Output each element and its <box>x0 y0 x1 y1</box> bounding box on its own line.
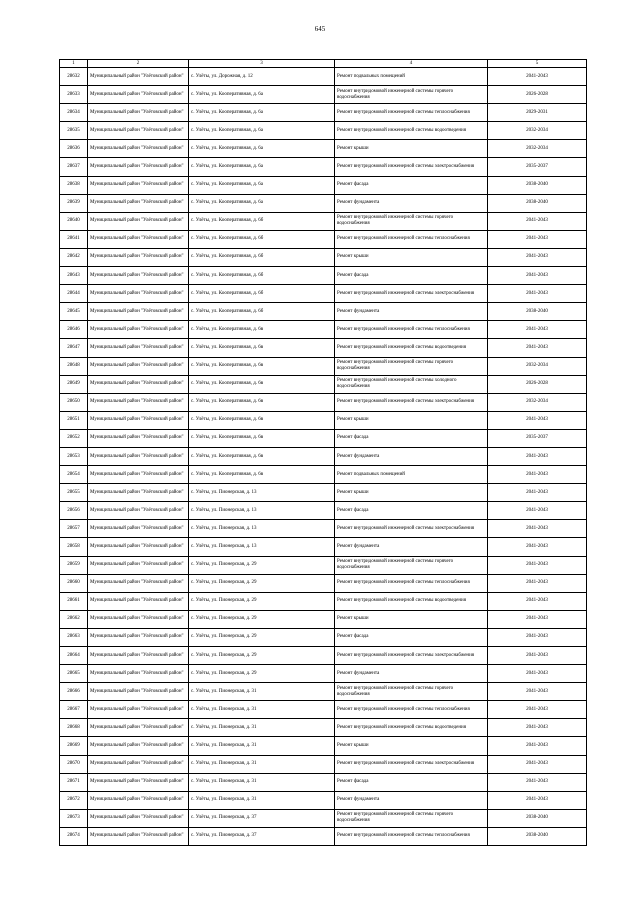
table-row <box>60 375 587 393</box>
row-number-cell: 28641 <box>60 230 88 248</box>
table-row <box>60 773 587 791</box>
work-type-cell: Ремонт внутридомовой инженерной системы горячего водоснабжения <box>335 556 488 574</box>
address-cell: с. Улёты, ул. Кооперативная, д. 6а <box>189 158 335 176</box>
row-number-cell: 28660 <box>60 574 88 592</box>
address-cell: с. Улёты, ул. Пионерская, д. 31 <box>189 755 335 773</box>
table-row <box>60 267 587 285</box>
period-cell: 2041-2043 <box>488 339 587 357</box>
row-number-cell: 28649 <box>60 375 88 393</box>
district-cell: Муниципальный район "Улётовский район" <box>88 393 189 411</box>
row-number-cell: 28636 <box>60 140 88 158</box>
district-cell: Муниципальный район "Улётовский район" <box>88 683 189 701</box>
district-cell: Муниципальный район "Улётовский район" <box>88 809 189 827</box>
period-cell: 2041-2043 <box>488 665 587 683</box>
address-cell: с. Улёты, ул. Кооперативная, д. 6а <box>189 122 335 140</box>
work-type-cell: Ремонт внутридомовой инженерной системы водоотведения <box>335 339 488 357</box>
address-cell: с. Улёты, ул. Кооперативная, д. 6а <box>189 86 335 104</box>
work-type-cell: Ремонт внутридомовой инженерной системы горячего водоснабжения <box>335 809 488 827</box>
address-cell: с. Улёты, ул. Кооперативная, д. 6в <box>189 321 335 339</box>
row-number-cell: 28661 <box>60 592 88 610</box>
row-number-cell: 28663 <box>60 628 88 646</box>
district-cell: Муниципальный район "Улётовский район" <box>88 375 189 393</box>
work-type-cell: Ремонт фасада <box>335 176 488 194</box>
address-cell: с. Улёты, ул. Пионерская, д. 13 <box>189 538 335 556</box>
row-number-cell: 28671 <box>60 773 88 791</box>
table-row <box>60 248 587 266</box>
district-cell: Муниципальный район "Улётовский район" <box>88 484 189 502</box>
address-cell: с. Улёты, ул. Пионерская, д. 13 <box>189 502 335 520</box>
work-type-cell: Ремонт внутридомовой инженерной системы горячего водоснабжения <box>335 683 488 701</box>
work-type-cell: Ремонт внутридомовой инженерной системы горячего водоснабжения <box>335 357 488 375</box>
table-row <box>60 520 587 538</box>
address-cell: с. Улёты, ул. Кооперативная, д. 6в <box>189 357 335 375</box>
row-number-cell: 28664 <box>60 647 88 665</box>
address-cell: с. Улёты, ул. Кооперативная, д. 6в <box>189 447 335 465</box>
work-type-cell: Ремонт подвальных помещений <box>335 466 488 484</box>
work-type-cell: Ремонт фундамента <box>335 538 488 556</box>
row-number-cell: 28638 <box>60 176 88 194</box>
period-cell: 2041-2043 <box>488 719 587 737</box>
period-cell: 2041-2043 <box>488 610 587 628</box>
work-type-cell: Ремонт внутридомовой инженерной системы водоотведения <box>335 719 488 737</box>
address-cell: с. Улёты, ул. Пионерская, д. 37 <box>189 809 335 827</box>
table-row <box>60 212 587 230</box>
table-row <box>60 194 587 212</box>
row-number-cell: 28650 <box>60 393 88 411</box>
work-type-cell: Ремонт внутридомовой инженерной системы теплоснабжения <box>335 104 488 122</box>
period-cell: 2041-2043 <box>488 321 587 339</box>
address-cell: с. Улёты, ул. Пионерская, д. 31 <box>189 737 335 755</box>
address-cell: с. Улёты, ул. Пионерская, д. 31 <box>189 791 335 809</box>
table-row <box>60 176 587 194</box>
address-cell: с. Улёты, ул. Пионерская, д. 31 <box>189 773 335 791</box>
work-type-cell: Ремонт внутридомовой инженерной системы теплоснабжения <box>335 230 488 248</box>
row-number-cell: 28665 <box>60 665 88 683</box>
row-number-cell: 28654 <box>60 466 88 484</box>
district-cell: Муниципальный район "Улётовский район" <box>88 502 189 520</box>
row-number-cell: 28652 <box>60 429 88 447</box>
row-number-cell: 28674 <box>60 827 88 845</box>
period-cell: 2041-2043 <box>488 520 587 538</box>
row-number-cell: 28653 <box>60 447 88 465</box>
work-type-cell: Ремонт внутридомовой инженерной системы водоотведения <box>335 122 488 140</box>
address-cell: с. Улёты, ул. Кооперативная, д. 6а <box>189 104 335 122</box>
work-type-cell: Ремонт фундамента <box>335 791 488 809</box>
row-number-cell: 28657 <box>60 520 88 538</box>
table-row <box>60 683 587 701</box>
period-cell: 2041-2043 <box>488 411 587 429</box>
work-type-cell: Ремонт внутридомовой инженерной системы электроснабжения <box>335 393 488 411</box>
row-number-cell: 28659 <box>60 556 88 574</box>
table-row <box>60 556 587 574</box>
work-type-cell: Ремонт крыши <box>335 610 488 628</box>
row-number-cell: 28635 <box>60 122 88 140</box>
table-row <box>60 429 587 447</box>
page-number: 645 <box>314 25 326 33</box>
work-type-cell: Ремонт фундамента <box>335 303 488 321</box>
work-type-cell: Ремонт крыши <box>335 737 488 755</box>
period-cell: 2041-2043 <box>488 267 587 285</box>
address-cell: с. Улёты, ул. Пионерская, д. 31 <box>189 683 335 701</box>
district-cell: Муниципальный район "Улётовский район" <box>88 701 189 719</box>
table-row <box>60 755 587 773</box>
period-cell: 2038-2040 <box>488 827 587 845</box>
period-cell: 2041-2043 <box>488 737 587 755</box>
district-cell: Муниципальный район "Улётовский район" <box>88 791 189 809</box>
period-cell: 2032-2034 <box>488 393 587 411</box>
district-cell: Муниципальный район "Улётовский район" <box>88 303 189 321</box>
row-number-cell: 28647 <box>60 339 88 357</box>
work-type-cell: Ремонт внутридомовой инженерной системы водоотведения <box>335 592 488 610</box>
table-row <box>60 610 587 628</box>
address-cell: с. Улёты, ул. Пионерская, д. 29 <box>189 647 335 665</box>
period-cell: 2041-2043 <box>488 538 587 556</box>
period-cell: 2041-2043 <box>488 628 587 646</box>
district-cell: Муниципальный район "Улётовский район" <box>88 520 189 538</box>
period-cell: 2041-2043 <box>488 502 587 520</box>
period-cell: 2041-2043 <box>488 212 587 230</box>
district-cell: Муниципальный район "Улётовский район" <box>88 665 189 683</box>
district-cell: Муниципальный район "Улётовский район" <box>88 719 189 737</box>
header-row <box>60 60 587 68</box>
table-row <box>60 393 587 411</box>
period-cell: 2041-2043 <box>488 701 587 719</box>
work-type-cell: Ремонт внутридомовой инженерной системы электроснабжения <box>335 647 488 665</box>
address-cell: с. Улёты, ул. Дорожная, д. 12 <box>189 68 335 86</box>
row-number-cell: 28643 <box>60 267 88 285</box>
work-type-cell: Ремонт фасада <box>335 502 488 520</box>
address-cell: с. Улёты, ул. Кооперативная, д. 6б <box>189 285 335 303</box>
district-cell: Муниципальный район "Улётовский район" <box>88 737 189 755</box>
work-type-cell: Ремонт крыши <box>335 140 488 158</box>
address-cell: с. Улёты, ул. Пионерская, д. 31 <box>189 719 335 737</box>
period-cell: 2041-2043 <box>488 647 587 665</box>
table-row <box>60 411 587 429</box>
district-cell: Муниципальный район "Улётовский район" <box>88 267 189 285</box>
row-number-cell: 28646 <box>60 321 88 339</box>
address-cell: с. Улёты, ул. Пионерская, д. 29 <box>189 592 335 610</box>
row-number-cell: 28656 <box>60 502 88 520</box>
work-type-cell: Ремонт подвальных помещений <box>335 68 488 86</box>
table-row <box>60 592 587 610</box>
table-row <box>60 158 587 176</box>
row-number-cell: 28633 <box>60 86 88 104</box>
row-number-cell: 28644 <box>60 285 88 303</box>
header-cell-3: 3 <box>189 60 335 68</box>
capital-repair-table <box>59 59 587 846</box>
period-cell: 2038-2040 <box>488 303 587 321</box>
address-cell: с. Улёты, ул. Кооперативная, д. 6б <box>189 267 335 285</box>
work-type-cell: Ремонт внутридомовой инженерной системы теплоснабжения <box>335 701 488 719</box>
work-type-cell: Ремонт внутридомовой инженерной системы холодного водоснабжения <box>335 375 488 393</box>
row-number-cell: 28640 <box>60 212 88 230</box>
district-cell: Муниципальный район "Улётовский район" <box>88 647 189 665</box>
work-type-cell: Ремонт крыши <box>335 484 488 502</box>
district-cell: Муниципальный район "Улётовский район" <box>88 592 189 610</box>
work-type-cell: Ремонт внутридомовой инженерной системы горячего водоснабжения <box>335 212 488 230</box>
row-number-cell: 28655 <box>60 484 88 502</box>
work-type-cell: Ремонт крыши <box>335 248 488 266</box>
district-cell: Муниципальный район "Улётовский район" <box>88 122 189 140</box>
table-row <box>60 122 587 140</box>
address-cell: с. Улёты, ул. Пионерская, д. 37 <box>189 827 335 845</box>
table-row <box>60 538 587 556</box>
period-cell: 2038-2040 <box>488 194 587 212</box>
district-cell: Муниципальный район "Улётовский район" <box>88 158 189 176</box>
district-cell: Муниципальный район "Улётовский район" <box>88 248 189 266</box>
address-cell: с. Улёты, ул. Кооперативная, д. 6а <box>189 140 335 158</box>
district-cell: Муниципальный район "Улётовский район" <box>88 447 189 465</box>
period-cell: 2041-2043 <box>488 755 587 773</box>
district-cell: Муниципальный район "Улётовский район" <box>88 140 189 158</box>
period-cell: 2032-2034 <box>488 122 587 140</box>
work-type-cell: Ремонт фасада <box>335 628 488 646</box>
district-cell: Муниципальный район "Улётовский район" <box>88 176 189 194</box>
district-cell: Муниципальный район "Улётовский район" <box>88 429 189 447</box>
period-cell: 2035-2037 <box>488 158 587 176</box>
district-cell: Муниципальный район "Улётовский район" <box>88 411 189 429</box>
table-row <box>60 447 587 465</box>
work-type-cell: Ремонт фундамента <box>335 665 488 683</box>
period-cell: 2041-2043 <box>488 791 587 809</box>
table-row <box>60 104 587 122</box>
table-row <box>60 827 587 845</box>
table-row <box>60 791 587 809</box>
period-cell: 2038-2040 <box>488 809 587 827</box>
period-cell: 2035-2037 <box>488 429 587 447</box>
district-cell: Муниципальный район "Улётовский район" <box>88 104 189 122</box>
district-cell: Муниципальный район "Улётовский район" <box>88 755 189 773</box>
header-cell-1: 1 <box>60 60 88 68</box>
district-cell: Муниципальный район "Улётовский район" <box>88 827 189 845</box>
address-cell: с. Улёты, ул. Пионерская, д. 29 <box>189 628 335 646</box>
address-cell: с. Улёты, ул. Пионерская, д. 13 <box>189 484 335 502</box>
period-cell: 2032-2034 <box>488 140 587 158</box>
address-cell: с. Улёты, ул. Кооперативная, д. 6в <box>189 393 335 411</box>
row-number-cell: 28669 <box>60 737 88 755</box>
address-cell: с. Улёты, ул. Пионерская, д. 31 <box>189 701 335 719</box>
work-type-cell: Ремонт фундамента <box>335 447 488 465</box>
period-cell: 2041-2043 <box>488 773 587 791</box>
row-number-cell: 28673 <box>60 809 88 827</box>
table-row <box>60 719 587 737</box>
district-cell: Муниципальный район "Улётовский район" <box>88 339 189 357</box>
work-type-cell: Ремонт внутридомовой инженерной системы теплоснабжения <box>335 574 488 592</box>
address-cell: с. Улёты, ул. Пионерская, д. 29 <box>189 610 335 628</box>
district-cell: Муниципальный район "Улётовский район" <box>88 556 189 574</box>
table-row <box>60 647 587 665</box>
address-cell: с. Улёты, ул. Кооперативная, д. 6в <box>189 375 335 393</box>
row-number-cell: 28658 <box>60 538 88 556</box>
row-number-cell: 28668 <box>60 719 88 737</box>
header-cell-2: 2 <box>88 60 189 68</box>
period-cell: 2032-2034 <box>488 357 587 375</box>
address-cell: с. Улёты, ул. Пионерская, д. 29 <box>189 665 335 683</box>
address-cell: с. Улёты, ул. Кооперативная, д. 6в <box>189 429 335 447</box>
district-cell: Муниципальный район "Улётовский район" <box>88 610 189 628</box>
district-cell: Муниципальный район "Улётовский район" <box>88 466 189 484</box>
work-type-cell: Ремонт внутридомовой инженерной системы горячего водоснабжения <box>335 86 488 104</box>
district-cell: Муниципальный район "Улётовский район" <box>88 321 189 339</box>
period-cell: 2026-2028 <box>488 375 587 393</box>
period-cell: 2029-2031 <box>488 104 587 122</box>
work-type-cell: Ремонт внутридомовой инженерной системы электроснабжения <box>335 520 488 538</box>
address-cell: с. Улёты, ул. Пионерская, д. 29 <box>189 574 335 592</box>
work-type-cell: Ремонт фасада <box>335 267 488 285</box>
row-number-cell: 28637 <box>60 158 88 176</box>
address-cell: с. Улёты, ул. Кооперативная, д. 6в <box>189 466 335 484</box>
address-cell: с. Улёты, ул. Пионерская, д. 13 <box>189 520 335 538</box>
address-cell: с. Улёты, ул. Пионерская, д. 29 <box>189 556 335 574</box>
district-cell: Муниципальный район "Улётовский район" <box>88 230 189 248</box>
row-number-cell: 28645 <box>60 303 88 321</box>
table-row <box>60 339 587 357</box>
work-type-cell: Ремонт внутридомовой инженерной системы электроснабжения <box>335 755 488 773</box>
period-cell: 2041-2043 <box>488 484 587 502</box>
table-row <box>60 321 587 339</box>
address-cell: с. Улёты, ул. Кооперативная, д. 6б <box>189 248 335 266</box>
address-cell: с. Улёты, ул. Кооперативная, д. 6б <box>189 230 335 248</box>
table-row <box>60 86 587 104</box>
address-cell: с. Улёты, ул. Кооперативная, д. 6в <box>189 411 335 429</box>
district-cell: Муниципальный район "Улётовский район" <box>88 194 189 212</box>
address-cell: с. Улёты, ул. Кооперативная, д. 6а <box>189 176 335 194</box>
row-number-cell: 28642 <box>60 248 88 266</box>
address-cell: с. Улёты, ул. Кооперативная, д. 6а <box>189 194 335 212</box>
period-cell: 2041-2043 <box>488 683 587 701</box>
header-cell-4: 4 <box>335 60 488 68</box>
table-body <box>60 60 587 846</box>
period-cell: 2041-2043 <box>488 466 587 484</box>
district-cell: Муниципальный район "Улётовский район" <box>88 68 189 86</box>
row-number-cell: 28662 <box>60 610 88 628</box>
row-number-cell: 28672 <box>60 791 88 809</box>
row-number-cell: 28648 <box>60 357 88 375</box>
district-cell: Муниципальный район "Улётовский район" <box>88 574 189 592</box>
district-cell: Муниципальный район "Улётовский район" <box>88 773 189 791</box>
period-cell: 2041-2043 <box>488 248 587 266</box>
row-number-cell: 28632 <box>60 68 88 86</box>
district-cell: Муниципальный район "Улётовский район" <box>88 538 189 556</box>
table-row <box>60 809 587 827</box>
period-cell: 2041-2043 <box>488 447 587 465</box>
district-cell: Муниципальный район "Улётовский район" <box>88 628 189 646</box>
period-cell: 2038-2040 <box>488 176 587 194</box>
table-row <box>60 502 587 520</box>
address-cell: с. Улёты, ул. Кооперативная, д. 6б <box>189 303 335 321</box>
table-row <box>60 737 587 755</box>
work-type-cell: Ремонт фасада <box>335 773 488 791</box>
table-row <box>60 68 587 86</box>
district-cell: Муниципальный район "Улётовский район" <box>88 285 189 303</box>
table-row <box>60 665 587 683</box>
row-number-cell: 28667 <box>60 701 88 719</box>
table-row <box>60 574 587 592</box>
row-number-cell: 28651 <box>60 411 88 429</box>
table-row <box>60 357 587 375</box>
row-number-cell: 28670 <box>60 755 88 773</box>
row-number-cell: 28666 <box>60 683 88 701</box>
period-cell: 2041-2043 <box>488 592 587 610</box>
row-number-cell: 28639 <box>60 194 88 212</box>
header-cell-5: 5 <box>488 60 587 68</box>
district-cell: Муниципальный район "Улётовский район" <box>88 357 189 375</box>
period-cell: 2026-2028 <box>488 86 587 104</box>
period-cell: 2041-2043 <box>488 68 587 86</box>
table-row <box>60 484 587 502</box>
period-cell: 2041-2043 <box>488 556 587 574</box>
table-row <box>60 285 587 303</box>
address-cell: с. Улёты, ул. Кооперативная, д. 6б <box>189 212 335 230</box>
district-cell: Муниципальный район "Улётовский район" <box>88 86 189 104</box>
work-type-cell: Ремонт фасада <box>335 429 488 447</box>
work-type-cell: Ремонт фундамента <box>335 194 488 212</box>
work-type-cell: Ремонт внутридомовой инженерной системы теплоснабжения <box>335 827 488 845</box>
row-number-cell: 28634 <box>60 104 88 122</box>
work-type-cell: Ремонт внутридомовой инженерной системы электроснабжения <box>335 285 488 303</box>
table-row <box>60 466 587 484</box>
table-row <box>60 628 587 646</box>
table-row <box>60 140 587 158</box>
work-type-cell: Ремонт крыши <box>335 411 488 429</box>
district-cell: Муниципальный район "Улётовский район" <box>88 212 189 230</box>
period-cell: 2041-2043 <box>488 285 587 303</box>
table-row <box>60 303 587 321</box>
work-type-cell: Ремонт внутридомовой инженерной системы электроснабжения <box>335 158 488 176</box>
period-cell: 2041-2043 <box>488 574 587 592</box>
table-row <box>60 230 587 248</box>
table-row <box>60 701 587 719</box>
work-type-cell: Ремонт внутридомовой инженерной системы теплоснабжения <box>335 321 488 339</box>
address-cell: с. Улёты, ул. Кооперативная, д. 6в <box>189 339 335 357</box>
period-cell: 2041-2043 <box>488 230 587 248</box>
